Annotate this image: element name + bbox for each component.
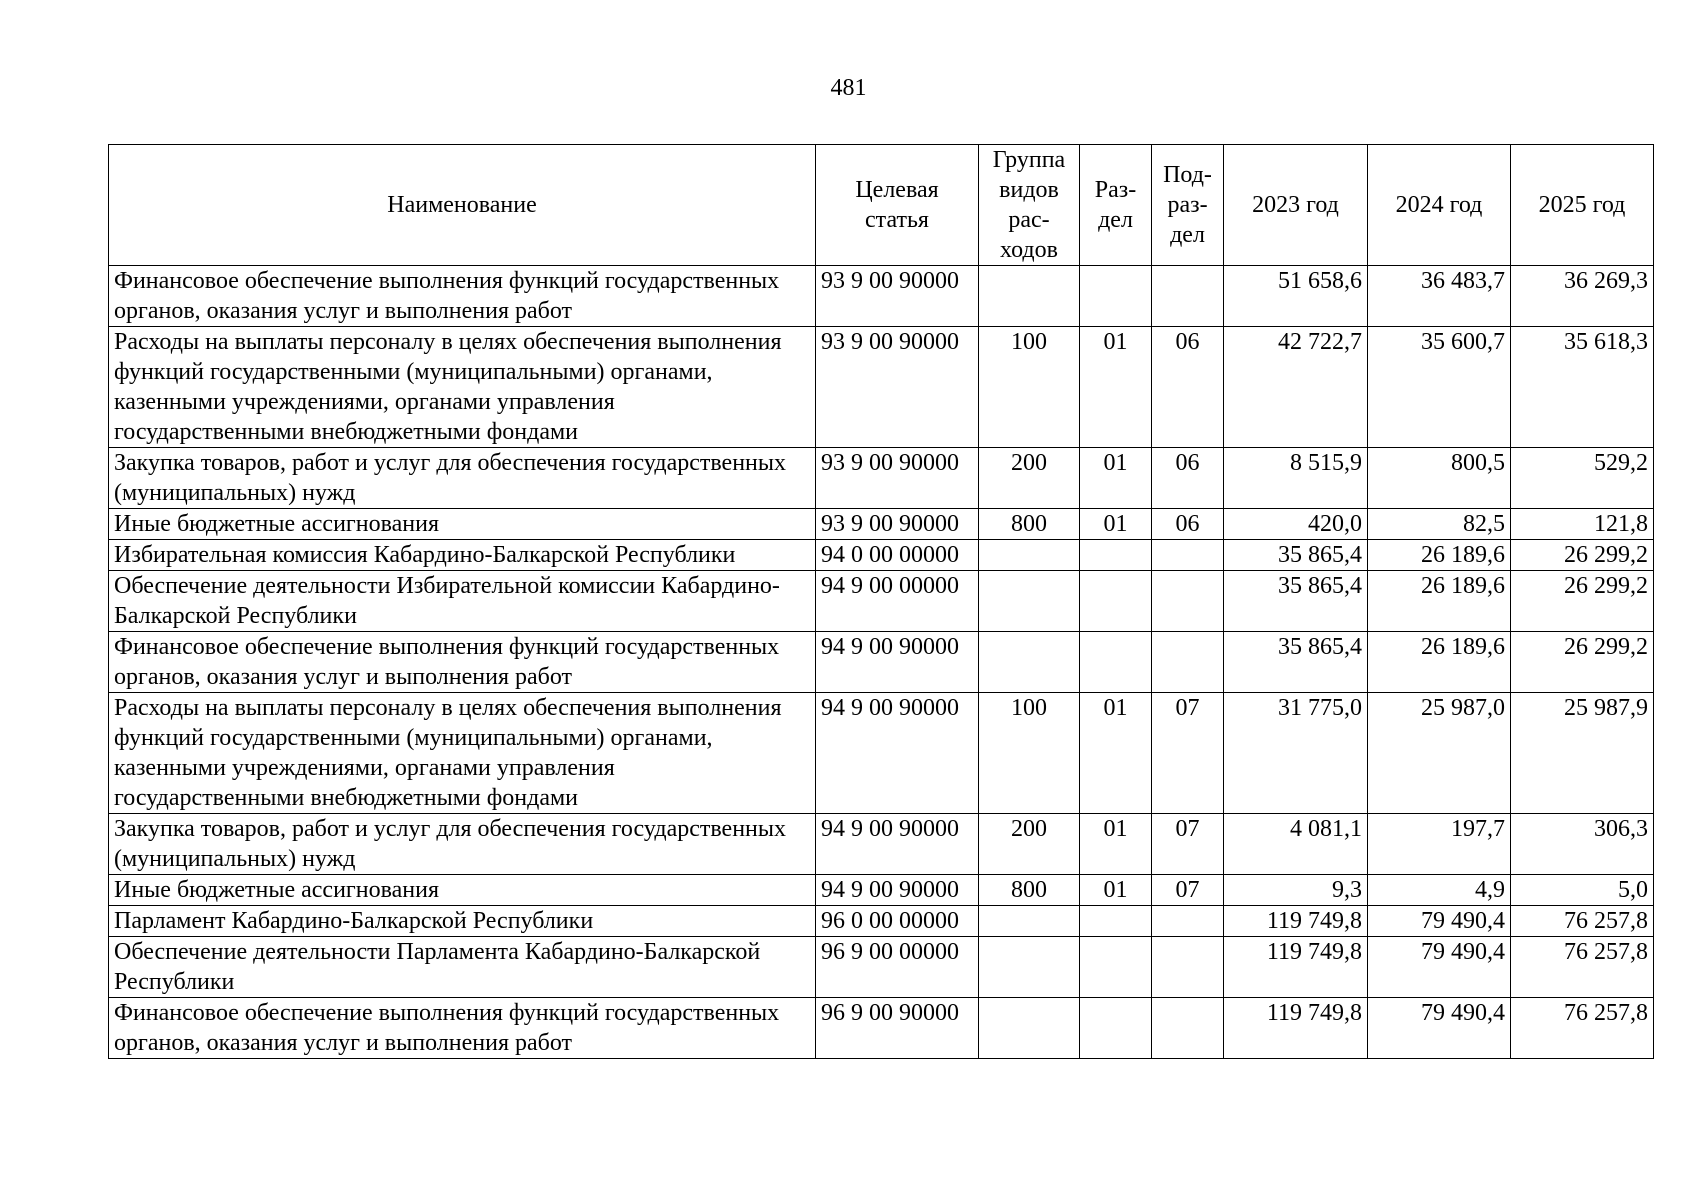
header-2023: 2023 год: [1224, 145, 1368, 266]
cell-name: Закупка товаров, работ и услуг для обеспечения государственных (муниципальных) нужд: [109, 448, 816, 509]
cell-name: Парламент Кабардино-Балкарской Республики: [109, 906, 816, 937]
table-row: [109, 448, 1654, 509]
cell-name: Финансовое обеспечение выполнения функций государственных органов, оказания услуг и выполнения работ: [109, 266, 816, 327]
cell-group: 200: [979, 814, 1080, 875]
cell-2025: 306,3: [1511, 814, 1654, 875]
cell-target: 94 0 00 00000: [816, 540, 979, 571]
cell-subsection: 06: [1152, 509, 1224, 540]
header-group-line: ходов: [1000, 237, 1058, 263]
cell-subsection: [1152, 632, 1224, 693]
cell-group: [979, 571, 1080, 632]
table-row: [109, 937, 1654, 998]
header-subsection-line: раз-: [1167, 192, 1208, 218]
cell-section: [1080, 998, 1152, 1059]
cell-subsection: 07: [1152, 814, 1224, 875]
cell-section: [1080, 937, 1152, 998]
cell-2023: 119 749,8: [1224, 937, 1368, 998]
cell-2025: 26 299,2: [1511, 540, 1654, 571]
cell-section: [1080, 540, 1152, 571]
cell-subsection: [1152, 937, 1224, 998]
table-body: [109, 266, 1654, 1059]
cell-2024: 82,5: [1368, 509, 1511, 540]
header-group-line: Группа: [992, 147, 1066, 173]
cell-2025: 76 257,8: [1511, 937, 1654, 998]
cell-target: 93 9 00 90000: [816, 448, 979, 509]
table-row: [109, 998, 1654, 1059]
cell-2023: 119 749,8: [1224, 998, 1368, 1059]
cell-section: [1080, 571, 1152, 632]
cell-name: Расходы на выплаты персоналу в целях обеспечения выполнения функций государственными (муниципальными) органами, казенными учреждениями, органами управления государственными внебюджетными фондами: [109, 693, 816, 814]
cell-2024: 79 490,4: [1368, 998, 1511, 1059]
cell-subsection: 07: [1152, 693, 1224, 814]
cell-subsection: 07: [1152, 875, 1224, 906]
cell-2023: 35 865,4: [1224, 571, 1368, 632]
cell-2024: 36 483,7: [1368, 266, 1511, 327]
cell-2025: 26 299,2: [1511, 632, 1654, 693]
cell-subsection: 06: [1152, 448, 1224, 509]
cell-2023: 8 515,9: [1224, 448, 1368, 509]
cell-group: [979, 937, 1080, 998]
cell-section: 01: [1080, 814, 1152, 875]
cell-2024: 79 490,4: [1368, 906, 1511, 937]
cell-group: [979, 540, 1080, 571]
cell-group: [979, 632, 1080, 693]
cell-2023: 51 658,6: [1224, 266, 1368, 327]
cell-group: 800: [979, 509, 1080, 540]
table-row: [109, 327, 1654, 448]
cell-2023: 31 775,0: [1224, 693, 1368, 814]
cell-target: 93 9 00 90000: [816, 509, 979, 540]
cell-target: 93 9 00 90000: [816, 327, 979, 448]
table-row: [109, 632, 1654, 693]
cell-name: Расходы на выплаты персоналу в целях обеспечения выполнения функций государственными (муниципальными) органами, казенными учреждениями, органами управления государственными внебюджетными фондами: [109, 327, 816, 448]
cell-2024: 26 189,6: [1368, 540, 1511, 571]
cell-target: 96 9 00 00000: [816, 937, 979, 998]
cell-2025: 121,8: [1511, 509, 1654, 540]
cell-2024: 4,9: [1368, 875, 1511, 906]
cell-section: [1080, 266, 1152, 327]
cell-group: 800: [979, 875, 1080, 906]
header-2024: 2024 год: [1368, 145, 1511, 266]
cell-2024: 35 600,7: [1368, 327, 1511, 448]
cell-subsection: [1152, 266, 1224, 327]
cell-2025: 5,0: [1511, 875, 1654, 906]
cell-2025: 35 618,3: [1511, 327, 1654, 448]
cell-2025: 36 269,3: [1511, 266, 1654, 327]
cell-subsection: [1152, 571, 1224, 632]
header-group-line: видов: [999, 177, 1059, 203]
cell-2024: 800,5: [1368, 448, 1511, 509]
cell-2024: 197,7: [1368, 814, 1511, 875]
cell-section: [1080, 632, 1152, 693]
cell-target: 96 0 00 00000: [816, 906, 979, 937]
cell-section: [1080, 906, 1152, 937]
cell-2025: 76 257,8: [1511, 998, 1654, 1059]
table-row: [109, 540, 1654, 571]
table-row: [109, 509, 1654, 540]
header-subsection-line: Под-: [1163, 162, 1212, 188]
header-row: [109, 145, 1654, 266]
cell-subsection: [1152, 906, 1224, 937]
cell-name: Обеспечение деятельности Избирательной комиссии Кабардино-Балкарской Республики: [109, 571, 816, 632]
cell-target: 94 9 00 90000: [816, 875, 979, 906]
cell-2025: 25 987,9: [1511, 693, 1654, 814]
cell-target: 94 9 00 90000: [816, 814, 979, 875]
cell-2023: 119 749,8: [1224, 906, 1368, 937]
page-number: 481: [830, 75, 867, 101]
header-name: Наименование: [109, 145, 816, 266]
budget-table: [108, 144, 1654, 1059]
header-group: [979, 145, 1080, 266]
header-section: [1080, 145, 1152, 266]
cell-target: 93 9 00 90000: [816, 266, 979, 327]
header-group-line: рас-: [1008, 207, 1050, 233]
header-target-line: Целевая: [855, 177, 939, 203]
cell-subsection: [1152, 540, 1224, 571]
table-row: [109, 266, 1654, 327]
cell-name: Иные бюджетные ассигнования: [109, 509, 816, 540]
cell-2023: 35 865,4: [1224, 632, 1368, 693]
table-row: [109, 875, 1654, 906]
cell-name: Иные бюджетные ассигнования: [109, 875, 816, 906]
header-target-line: статья: [865, 207, 929, 233]
cell-subsection: [1152, 998, 1224, 1059]
cell-2025: 26 299,2: [1511, 571, 1654, 632]
cell-subsection: 06: [1152, 327, 1224, 448]
cell-name: Обеспечение деятельности Парламента Кабардино-Балкарской Республики: [109, 937, 816, 998]
cell-group: 100: [979, 327, 1080, 448]
cell-2024: 79 490,4: [1368, 937, 1511, 998]
cell-2023: 42 722,7: [1224, 327, 1368, 448]
cell-2023: 9,3: [1224, 875, 1368, 906]
header-section-line: Раз-: [1094, 177, 1137, 203]
cell-name: Закупка товаров, работ и услуг для обеспечения государственных (муниципальных) нужд: [109, 814, 816, 875]
cell-2024: 26 189,6: [1368, 571, 1511, 632]
header-subsection: [1152, 145, 1224, 266]
cell-2023: 35 865,4: [1224, 540, 1368, 571]
header-section-line: дел: [1098, 207, 1133, 233]
cell-target: 94 9 00 90000: [816, 693, 979, 814]
cell-group: [979, 998, 1080, 1059]
cell-group: 200: [979, 448, 1080, 509]
cell-section: 01: [1080, 509, 1152, 540]
header-2025: 2025 год: [1511, 145, 1654, 266]
cell-name: Финансовое обеспечение выполнения функций государственных органов, оказания услуг и выполнения работ: [109, 632, 816, 693]
cell-section: 01: [1080, 875, 1152, 906]
cell-group: 100: [979, 693, 1080, 814]
cell-2024: 26 189,6: [1368, 632, 1511, 693]
table-row: [109, 571, 1654, 632]
cell-target: 94 9 00 90000: [816, 632, 979, 693]
table-row: [109, 814, 1654, 875]
cell-section: 01: [1080, 448, 1152, 509]
cell-2023: 420,0: [1224, 509, 1368, 540]
cell-section: 01: [1080, 693, 1152, 814]
cell-name: Избирательная комиссия Кабардино-Балкарской Республики: [109, 540, 816, 571]
cell-2025: 529,2: [1511, 448, 1654, 509]
cell-section: 01: [1080, 327, 1152, 448]
table-row: [109, 693, 1654, 814]
cell-2023: 4 081,1: [1224, 814, 1368, 875]
cell-target: 96 9 00 90000: [816, 998, 979, 1059]
cell-group: [979, 906, 1080, 937]
cell-2025: 76 257,8: [1511, 906, 1654, 937]
cell-name: Финансовое обеспечение выполнения функций государственных органов, оказания услуг и выполнения работ: [109, 998, 816, 1059]
cell-group: [979, 266, 1080, 327]
header-target: [816, 145, 979, 266]
cell-target: 94 9 00 00000: [816, 571, 979, 632]
cell-2024: 25 987,0: [1368, 693, 1511, 814]
header-subsection-line: дел: [1170, 222, 1205, 248]
table-row: [109, 906, 1654, 937]
